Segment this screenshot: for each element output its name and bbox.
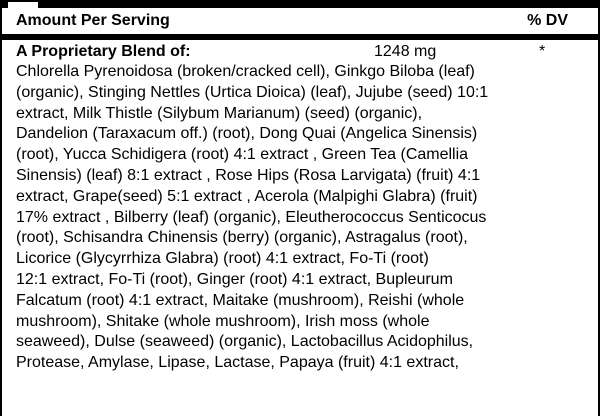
top-rule [2, 0, 598, 8]
ingredient-line: Protease, Amylase, Lipase, Lactase, Papaya (fruit) 4:1 extract, [16, 354, 459, 372]
ingredient-line: mushroom), Shitake (whole mushroom), Irish moss (whole [16, 312, 430, 330]
ingredient-line: seaweed), Dulse (seaweed) (organic), Lactobacillus Acidophilus, [16, 333, 474, 351]
blend-label: A Proprietary Blend of: [16, 43, 191, 60]
header-row [2, 10, 598, 32]
ingredient-line: 12:1 extract, Fo-Ti (root), Ginger (root) 4:1 extract, Bupleurum [16, 270, 453, 288]
thick-divider [2, 34, 598, 40]
ingredient-line: extract, Grape(seed) 5:1 extract , Acerola (Malpighi Glabra) (fruit) [16, 187, 478, 205]
ingredient-line: Chlorella Pyrenoidosa (broken/cracked cell), Ginkgo Biloba (leaf) [16, 63, 475, 80]
ingredient-line: 17% extract , Bilberry (leaf) (organic), Eleutherococcus Senticocus [16, 208, 487, 226]
ingredient-line: Falcatum (root) 4:1 extract, Maitake (mushroom), Reishi (whole [16, 291, 465, 309]
ingredient-line: (organic), Stinging Nettles (Urtica Dioica) (leaf), Jujube (seed) 10:1 [16, 83, 489, 101]
ingredient-line: (root), Yucca Schidigera (root) 4:1 extract , Green Tea (Camellia [16, 146, 469, 164]
ingredient-line: (root), Schisandra Chinensis (berry) (organic), Astragalus (root), [16, 229, 468, 247]
amount-per-serving-heading: Amount Per Serving [16, 12, 170, 29]
blend-row [16, 43, 598, 63]
blend-amount: 1248 mg [374, 43, 437, 60]
ingredient-line: Sinensis) (leaf) 8:1 extract , Rose Hips (Rosa Larvigata) (fruit) 4:1 [16, 166, 481, 184]
top-rule-gap [8, 2, 38, 8]
blend-dv-marker: * [539, 43, 546, 60]
ingredient-line: extract, Milk Thistle (Silybum Marianum) (seed) (organic), [16, 104, 423, 122]
dv-heading: % DV [527, 12, 568, 29]
ingredient-line: Licorice (Glycyrrhiza Glabra) (root) 4:1 extract, Fo-Ti (root) [16, 250, 429, 268]
ingredient-list [16, 62, 584, 374]
ingredient-line: Dandelion (Taraxacum off.) (root), Dong Quai (Angelica Sinensis) [16, 125, 478, 143]
